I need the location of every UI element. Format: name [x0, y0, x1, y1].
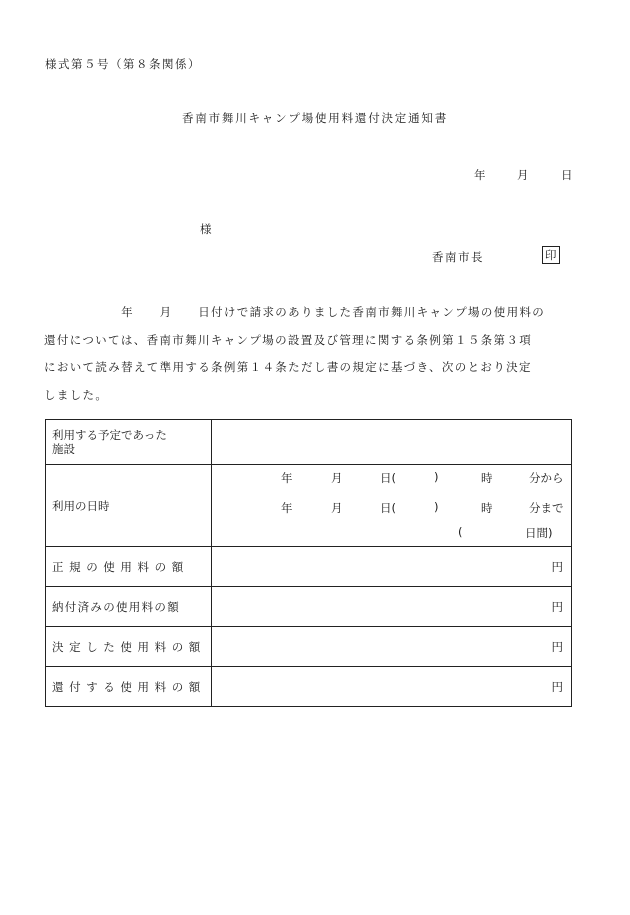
- to-year: 年: [281, 501, 293, 515]
- decided-fee-label: 決定した使用料の額: [46, 627, 212, 667]
- from-minute: 分から: [529, 471, 564, 485]
- refund-fee-value[interactable]: 円: [212, 667, 572, 707]
- table-row: [46, 587, 572, 627]
- facility-label: [46, 420, 212, 465]
- paid-fee-value[interactable]: 円: [212, 587, 572, 627]
- from-year: 年: [281, 471, 293, 485]
- to-day: 日(: [380, 501, 396, 515]
- facility-label-line: 施設: [52, 442, 75, 456]
- refund-fee-label: 還付する使用料の額: [46, 667, 212, 707]
- form-number: 様式第５号（第８条関係）: [45, 57, 201, 71]
- datetime-label: 利用の日時: [46, 465, 212, 547]
- table-row: [46, 667, 572, 707]
- body-line: しました。: [44, 387, 109, 402]
- to-minute: 分まで: [529, 501, 564, 515]
- recipient-honorific: 様: [200, 222, 212, 236]
- date-day: 日: [561, 168, 573, 182]
- days-open-paren: (: [458, 525, 463, 539]
- table-row: [46, 547, 572, 587]
- facility-label-line: 利用する予定であった: [52, 428, 167, 442]
- body-line: 還付については、香南市舞川キャンプ場の設置及び管理に関する条例第１５条第３項: [44, 332, 533, 347]
- facility-value[interactable]: [212, 420, 572, 465]
- body-line: 年 月 日付けで請求のありました香南市舞川キャンプ場の使用料の: [44, 305, 546, 319]
- table-row: [46, 465, 572, 547]
- datetime-value[interactable]: [212, 465, 572, 547]
- date-month: 月: [517, 168, 529, 182]
- issuer-name: 香南市長: [432, 250, 484, 264]
- from-month: 月: [331, 471, 343, 485]
- to-month: 月: [331, 501, 343, 515]
- notice-body: [44, 299, 589, 409]
- decided-fee-value[interactable]: 円: [212, 627, 572, 667]
- regular-fee-value[interactable]: 円: [212, 547, 572, 587]
- table-row: [46, 420, 572, 465]
- regular-fee-label: 正規の使用料の額: [46, 547, 212, 587]
- date-year: 年: [474, 168, 486, 182]
- from-hour: 時: [481, 471, 493, 485]
- to-paren: ): [434, 500, 439, 514]
- from-day: 日(: [380, 471, 396, 485]
- table-row: [46, 627, 572, 667]
- document-title: 香南市舞川キャンプ場使用料還付決定通知書: [182, 111, 448, 125]
- body-line: において読み替えて準用する条例第１４条ただし書の規定に基づき、次のとおり決定: [44, 360, 532, 374]
- days-count-label: 日間): [525, 526, 553, 540]
- seal-mark: 印: [542, 246, 560, 264]
- paid-fee-label: 納付済みの使用料の額: [46, 587, 212, 627]
- refund-details-table: [45, 419, 572, 707]
- from-paren: ): [434, 470, 439, 484]
- to-hour: 時: [481, 501, 493, 515]
